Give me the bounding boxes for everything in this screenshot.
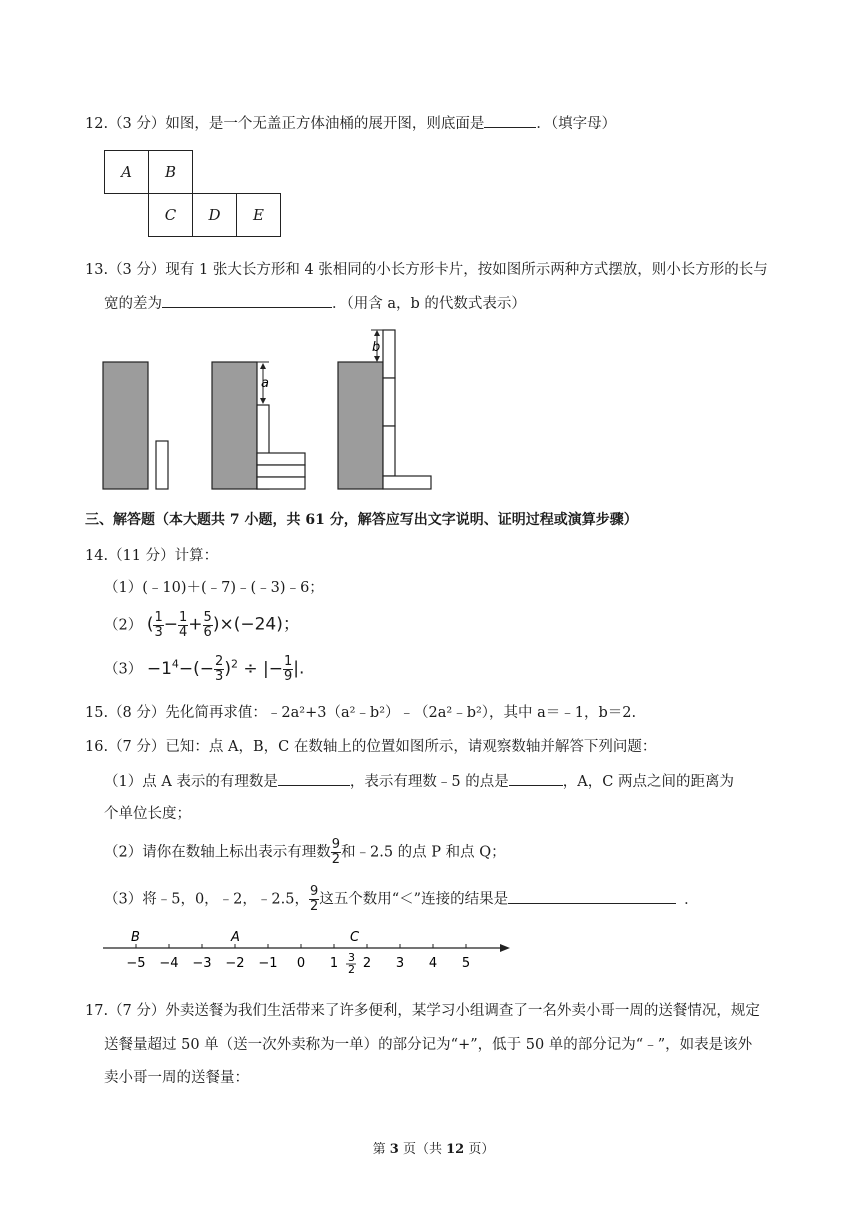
net-cell-e: E: [236, 193, 281, 237]
q16-blank-b[interactable]: [509, 771, 563, 786]
label-b: b: [372, 340, 381, 355]
axis-arrow: [500, 944, 510, 952]
tick-label: −2: [225, 956, 245, 971]
net-cell-d: D: [192, 193, 237, 237]
q14-part2-tail: ×(−24)；: [219, 614, 300, 635]
point-b: B: [131, 930, 140, 945]
q16-part3: [104, 885, 699, 914]
q16-blank-c[interactable]: [508, 889, 676, 904]
q17-score: （7 分）: [108, 1003, 166, 1019]
q14-text: 计算：: [174, 548, 219, 564]
q17-line3: 卖小哥一周的送餐量：: [104, 1070, 249, 1086]
net-cell-a: A: [104, 150, 149, 194]
small-rectangle-single: [156, 441, 168, 489]
q13-answer-blank[interactable]: [162, 293, 332, 308]
q14-part3: $(3) -1^4-(-$ $\frac{2}{3}$ )$^2$ ÷ |− $\frac{1}{9}$ |.: [104, 654, 305, 685]
q12-line: [85, 113, 616, 134]
q16-number: 16.: [85, 739, 109, 755]
tick-label: 0: [296, 956, 306, 971]
number-line: [100, 925, 520, 975]
frac-5-6: $\frac{5}{6}$: [203, 610, 212, 640]
stack-rect-2: [383, 378, 395, 426]
tick-label: 3: [395, 956, 405, 971]
q13-tail: ．（用含 a，b 的代数式表示）: [332, 296, 526, 312]
page-number: 3: [389, 1142, 399, 1157]
point-a: A: [231, 930, 240, 945]
small-rect-h2: [257, 465, 305, 477]
tick-label: 2: [362, 956, 372, 971]
q13-score: （3 分）: [108, 262, 166, 278]
q12-number: 12.: [85, 116, 109, 132]
q12-tail: ．（填字母）: [536, 116, 617, 132]
tick-label: 1: [329, 956, 339, 971]
q16-part3-c: ．: [684, 891, 699, 908]
q14-part3-label: （3）: [104, 661, 143, 678]
frac-1-3: $\frac{1}{3}$: [154, 610, 163, 640]
stack-rect-1: [383, 330, 395, 378]
frac-2-3: $\frac{2}{3}$: [215, 654, 224, 685]
frac-1-4: $\frac{1}{4}$: [179, 610, 188, 640]
large-rectangle-3: [338, 362, 383, 489]
q16-part1-c: ，A，C 两点之间的距离为: [562, 774, 734, 790]
stack-rect-base: [383, 476, 431, 489]
q14-line: [85, 546, 218, 566]
half-den: 2: [348, 963, 355, 975]
net-cell-c: C: [148, 193, 193, 237]
half-num: 3: [348, 951, 355, 964]
q16-part2-a: （2）请你在数轴上标出表示有理数: [104, 844, 331, 861]
q16-part2-b: 和﹣2.5 的点 P 和点 Q；: [341, 844, 506, 861]
q16-line: [85, 737, 656, 757]
q15-line: [85, 703, 636, 723]
label-a: a: [261, 376, 269, 391]
q14-part3-tail: |.: [293, 658, 305, 679]
section-3-heading: 三、解答题（本大题共 7 小题，共 61 分，解答应写出文字说明、证明过程或演算步骤）: [85, 512, 638, 528]
q12-answer-blank[interactable]: [484, 113, 536, 128]
q12-text: 如图，是一个无盖正方体油桶的展开图，则底面是: [165, 116, 485, 132]
q16-part1-cont: 个单位长度；: [104, 806, 191, 822]
q12-score: （3 分）: [108, 116, 166, 132]
q13-number: 13.: [85, 262, 109, 278]
q16-score: （7 分）: [108, 739, 166, 755]
large-rectangle-2: [212, 362, 257, 489]
q15-number: 15.: [85, 705, 109, 721]
large-rectangle-1: [103, 362, 148, 489]
q16-part1-a: （1）点 A 表示的有理数是: [104, 774, 278, 790]
q16-part3-b: 这五个数用“＜”连接的结果是: [319, 891, 509, 908]
tick-label: −3: [192, 956, 212, 971]
q14-part1: （1）(﹣10)＋(﹣7)﹣(﹣3)﹣6；: [104, 580, 324, 596]
q17-line1: [85, 1001, 760, 1021]
frac-9-2b: $\frac{9}{2}$: [309, 884, 319, 914]
q16-part1-b: ，表示有理数﹣5 的点是: [349, 774, 509, 790]
small-rect-h1: [257, 453, 305, 465]
q15-score: （8 分）: [108, 705, 166, 721]
tick-label: −5: [126, 956, 146, 971]
q13-text2: 宽的差为: [104, 296, 162, 312]
tick-label: 4: [428, 956, 438, 971]
q13-line1: [85, 260, 768, 280]
frac-1-9: $\frac{1}{9}$: [283, 654, 293, 685]
q16-part2: [104, 838, 506, 867]
q17-number: 17.: [85, 1003, 109, 1019]
q16-blank-a[interactable]: [278, 771, 350, 786]
stack-rect-3: [383, 426, 395, 476]
q17-line2: 送餐量超过 50 单（送一次外卖称为一单）的部分记为“+”，低于 50 单的部分记为“﹣”，如表是该外: [104, 1037, 753, 1053]
tick-label: 5: [461, 956, 471, 971]
q17-text1: 外卖送餐为我们生活带来了许多便利，某学习小组调查了一名外卖小哥一周的送餐情况，规定: [165, 1003, 760, 1019]
q14-number: 14.: [85, 548, 109, 564]
net-cell-b: B: [148, 150, 193, 194]
q16-part3-a: （3）将﹣5，0，﹣2，﹣2.5，: [104, 891, 309, 908]
point-c: C: [350, 930, 360, 945]
small-rect-h3: [257, 477, 305, 489]
q16-part1: [104, 771, 734, 792]
q15-text: 先化简再求值：﹣2a²+3（a²﹣b²）﹣（2a²﹣b²），其中 a＝﹣1，b＝2.: [165, 705, 637, 721]
q16-text: 已知：点 A，B，C 在数轴上的位置如图所示，请观察数轴并解答下列问题：: [165, 739, 657, 755]
rectangles-figure: [100, 325, 440, 495]
q14-score: （11 分）: [108, 548, 175, 564]
tick-label: −4: [159, 956, 179, 971]
q14-part2-label: （2）: [104, 617, 143, 634]
page-total: 12: [446, 1142, 465, 1157]
q13-text1: 现有 1 张大长方形和 4 张相同的小长方形卡片，按如图所示两种方式摆放，则小长方形的长与: [165, 262, 768, 278]
q13-line2: [104, 293, 526, 314]
tick-label: −1: [258, 956, 278, 971]
q14-part2: （2） ( $\frac{1}{3}$ − $\frac{1}{4}$ + $\frac{5}{6}$ )×(−24)；: [104, 610, 300, 640]
frac-9-2: $\frac{9}{2}$: [331, 837, 341, 867]
page-footer: 第 3 页（共 12 页）: [372, 1142, 495, 1157]
